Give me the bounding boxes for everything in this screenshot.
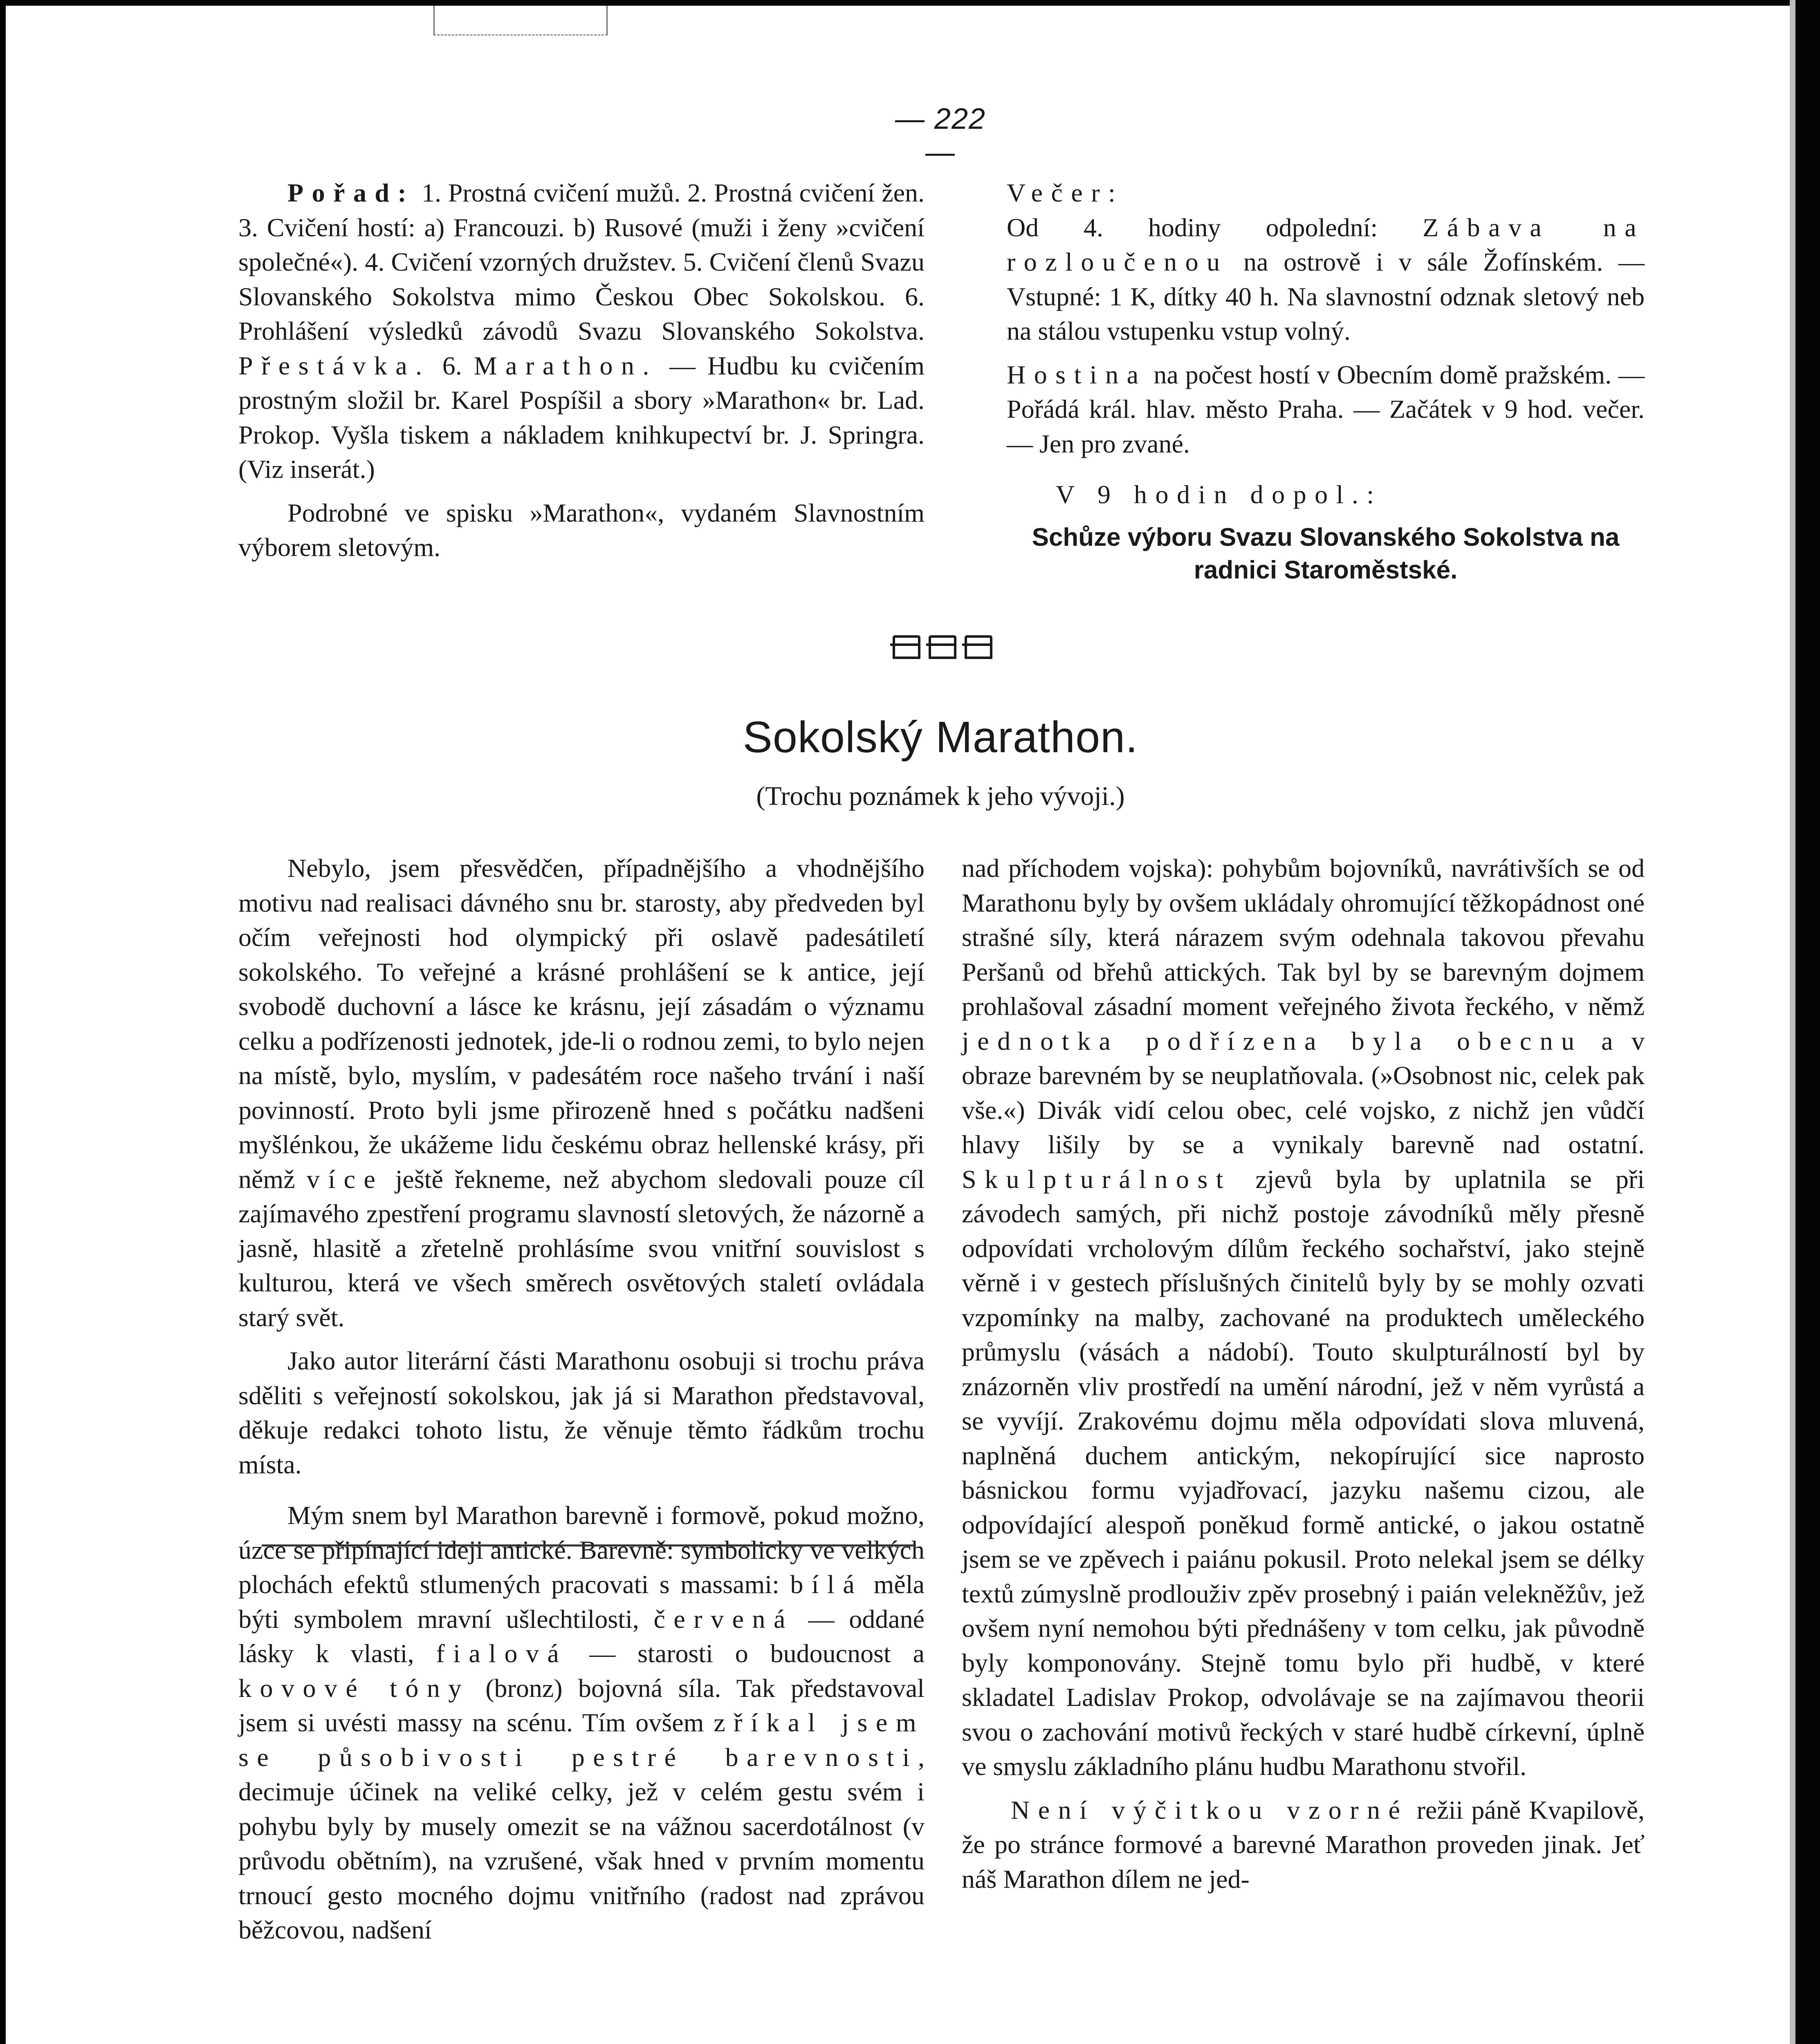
p4-sculpturality: Skulpturálnost: [962, 1164, 1232, 1194]
ornament-mark-3: [965, 635, 992, 659]
p3-text-b: měla býti symbolem mravní ušlechtilosti,: [238, 1570, 925, 1634]
evening-label: [1007, 176, 1645, 211]
p3-text: Mým snem byl Marathon barevně i formově, pokud možno, úzce se připínající ideji antické. Barevně: symbolicky ve velkých plochách efektů stlumených pracovati s massami:: [238, 1501, 925, 1599]
program-label: Pořad:: [287, 178, 415, 207]
p3-bronze: kovové tóny: [238, 1673, 470, 1703]
scan-border-top: [0, 0, 1820, 6]
evening-banquet: Hostina: [1007, 360, 1147, 389]
p4-text-b: a v obraze barevném by se neuplatňovala. (»Osobnost nic, celek pak vše.«) Divák vidí celou obec, celé vojsko, z nichž jen vůdčí hlavy lišily by se a vynikaly barevně nad ostatní.: [962, 1026, 1645, 1159]
page-number: — 222 —: [895, 103, 986, 169]
p3-text-c: — oddané lásky k vlasti,: [238, 1604, 925, 1668]
p3-renounce: zříkal jsem se působivosti pestré barevnosti: [238, 1708, 925, 1772]
evening-label-text: Večer:: [1007, 178, 1124, 207]
evening-p2-rest: na počest hostí v Obecním domě pražském. — Pořádá král. hlav. město Praha. — Začátek v 9 hod. večer. — Jen pro zvané.: [1007, 360, 1645, 458]
p4-text: nad příchodem vojska): pohybům bojovníků, navrátivších se od Marathonu byly by ovšem ukládaly ohromující těžkopádnost oné strašné síly, která nárazem svým odehnala takovou převahu Peršanů od břehů attických. Tak byl by se barevným dojmem prohlašoval zásadní moment veřejného života řeckého, v němž: [962, 854, 1645, 1021]
p5-text: režii páně Kvapilově, že po stránce formové a barevné Marathon proveden jinak. Jeť náš Marathon dílem ne jed-: [962, 1795, 1645, 1894]
p3-text-d: — starosti o budoucnost a: [567, 1639, 925, 1668]
article-title: Sokolský Marathon.: [743, 712, 1138, 762]
article-paragraph-1: [238, 851, 925, 1335]
article-paragraph-3: [238, 1498, 925, 1948]
article-column-right: [962, 851, 1645, 1896]
article-paragraph-5: [962, 1793, 1645, 1897]
p1-text: Nebylo, jsem přesvědčen, případnějšího a vhodnějšího motivu nad realisaci dávného snu br. starosty, aby předveden byl očím veřejnosti hod olympický při oslavě padesátiletí sokolského. To veřejné a krásné prohlášení se k antice, její svobodě duchovní a lásce ke krásnu, její zásadám o významu celku a podřízenosti jednotek, jde-li o rodnou zemi, to bylo nejen na místě, bylo, myslím, v padesátém roce našeho trvání i naší povinností. Proto byli jsme přirozeně hned s počátku nadšeni myšlénkou, že ukážeme lidu českému obraz hellenské krásy, při němž: [238, 854, 925, 1194]
scan-border-left: [0, 0, 6, 2044]
program-pause: Přestávka.: [238, 351, 431, 380]
p3-text-f: , decimuje účinek na veliké celky, jež v celém gestu svém i pohybu byly by musely omezit se na vážnou sacerdotálnost (v průvodu obětním), na vzrušené, však hned v prvním momentu trnoucí gesto mocného dojmu vnitřního (radost nad zprávou běžcovou, nadšení: [238, 1742, 925, 1944]
article-column-left: [238, 851, 925, 1948]
committee-meeting: Schůze výboru Svazu Slovanského Sokolstva na radnici Staroměstské.: [1032, 523, 1620, 584]
p3-red: červená: [653, 1604, 794, 1634]
program-column: [238, 176, 925, 565]
p3-text-e: (bronz) bojovná síla. Tak představoval jsem si uvésti massy na scénu. Tím ovšem: [238, 1673, 925, 1737]
ruled-divider: [262, 1544, 916, 1546]
morning-label: [1007, 477, 1645, 512]
program-details: Podrobné ve spisku »Marathon«, vydaném Slavnostním výborem sletovým.: [238, 498, 925, 562]
program-paragraph: [238, 176, 925, 487]
section-ornament: [881, 634, 1004, 666]
article-paragraph-4: [962, 851, 1645, 1784]
p3-white: bílá: [790, 1570, 863, 1599]
p1-more: více: [306, 1164, 384, 1194]
p3-violet: fialová: [436, 1639, 568, 1668]
article-subtitle: (Trochu poznámek k jeho vývoji.): [756, 781, 1125, 811]
evening-paragraph-2: [1007, 358, 1645, 462]
program-text-3: — Hudbu ku cvičením prostným složil br. Karel Pospíšil a sbory »Marathon« br. Lad. Prokop. Vyšla tiskem a nákladem knihkupectví br. J. Springra. (Viz inserát.): [238, 351, 925, 484]
program-text-2: 6.: [430, 351, 474, 380]
binding-tape-mark: [433, 6, 608, 36]
ornament-mark-2: [929, 635, 956, 659]
program-text: 1. Prostná cvičení mužů. 2. Prostná cvičení žen. 3. Cvičení hostí: a) Francouzi. b) Rusové (muži i ženy »cvičení společné«). 4. Cvičení vzorných družstev. 5. Cvičení členů Svazu Slovanského Sokolstva mimo Českou Obec Sokolskou. 6. Prohlášení výsledků závodů Svazu Slovanského Sokolstva.: [238, 178, 925, 345]
morning-label-text: V 9 hodin dopol.:: [1056, 480, 1382, 509]
p4-text-c: zjevů byla by uplatnila se při závodech samých, při nichž postoje závodníků měly přesně odpovídati vrcholovým dílům řeckého sochařství, jako stejně věrně i v gestech příslušných činitelů byly by se mohly ozvati vzpomínky na malby, zachované na produktech uměleckého průmyslu (vásách a nádobí). Touto skulpturálností byl by znázorněn vliv prostředí na umění národní, jež v něm vyrůstá a se vyvíjí. Zrakovému dojmu měla odpovídati slova mluvená, naplněná duchem antickým, nekopírující sice naprosto básnickou formu vyjadřovací, jazyku našemu cizou, ale odpovídající alespoň poněkud formě antické, o jakou ostatně jsem se ve zpěvech i paiánu pokusil. Proto nelekal jsem se délky textů zúmyslně prodlouživ zpěv prosebný i paián velekněžův, jež ovšem nyní nemohou býti přednášeny v tom celku, jak původně byly komponovány. Stejně tomu bylo při hudbě, v které skladatel Ladislav Prokop, odvolávaje se na zajímavou theorii svou o zachování motivů řeckých v staré hudbě církevní, úplně ve smyslu základního plánu hudbu Marathonu stvořil.: [962, 1164, 1645, 1781]
evening-p1-text: Od 4. hodiny odpolední:: [1007, 213, 1423, 242]
article-paragraph-2: Jako autor literární části Marathonu osobuji si trochu práva sděliti s veřejností sokolskou, jak já si Marathon představoval, děkuje redakci tohoto listu, že věnuje těmto řádkům trochu místa.: [238, 1346, 925, 1479]
page-edge-shadow: [1790, 0, 1795, 2044]
p4-unit-subordinated: jednotka podřízena byla obecnu: [962, 1026, 1583, 1056]
p1-rest: ještě řekneme, než abychom sledovali pouze cíl zajímavého zpestření programu slavností sletových, že názorně a jasně, hlasitě a zřetelně prohlásíme svou vnitřní souvislost s kulturou, která ve všech směrech osvětových staletí ovládala starý svět.: [238, 1164, 925, 1332]
p5-emphasis: Není výčitkou vzorné: [1011, 1795, 1409, 1824]
program-marathon: Marathon.: [474, 351, 658, 380]
ornament-mark-1: [893, 635, 920, 659]
evening-farewell: Zábava na rozloučenou: [1007, 213, 1645, 276]
evening-column: [1007, 176, 1645, 587]
scan-border-right: [1795, 0, 1820, 2044]
evening-paragraph-1: [1007, 211, 1645, 349]
evening-p1-rest: na ostrově i v sále Žofínském. — Vstupné: 1 K, dítky 40 h. Na slavnostní odznak sletový neb na stálou vstupenku vstup volný.: [1007, 247, 1645, 345]
